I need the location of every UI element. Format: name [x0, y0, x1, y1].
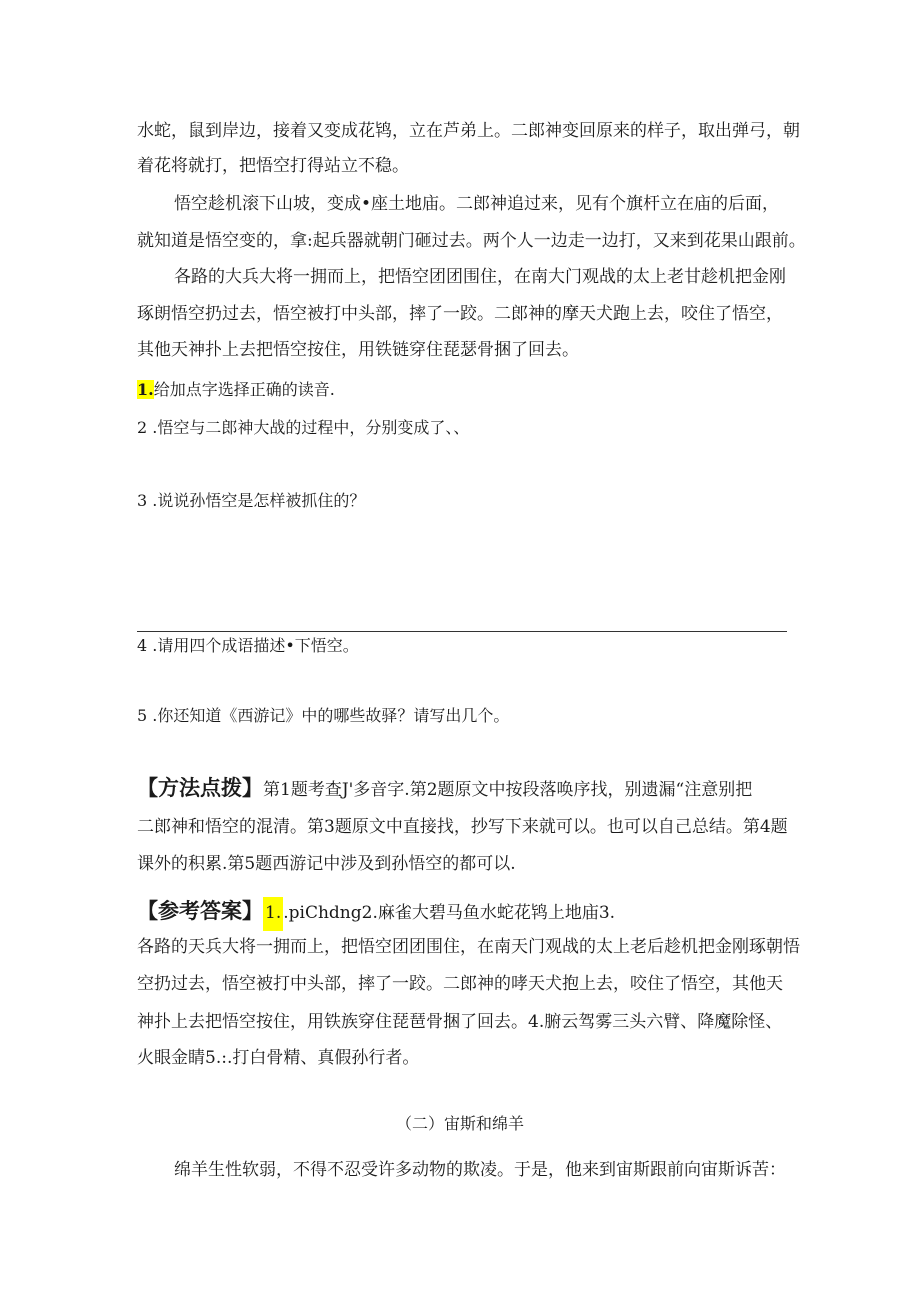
- answer-line: 各路的天兵大将一拥而上，把悟空团团围住，在南天门观战的太上老后趁机把金刚琢朝悟: [137, 937, 800, 957]
- method-tips-line: 课外的积累.第5题西游记中涉及到孙悟空的都可以.: [137, 854, 516, 874]
- passage-line: 着花将就打，把悟空打得站立不稳。: [137, 156, 409, 176]
- method-tips-line: [137, 776, 787, 802]
- passage-line: 琢朗悟空扔过去，悟空被打中头部，摔了一跤。二郎神的摩天犬跑上去，咬住了悟空，: [137, 304, 783, 324]
- answer-line: 空扔过去，悟空被打中头部，摔了一跤。二郎神的哮天犬抱上去，咬住了悟空，其他天: [137, 974, 783, 994]
- passage-line: 就知道是悟空变的，拿:起兵器就朝门砸过去。两个人一边走一边打，又来到花果山跟前。: [137, 231, 806, 251]
- question-3: 3 .说说孙悟空是怎样被抓住的？: [137, 491, 366, 510]
- answer-number-highlight: 1.: [263, 897, 283, 931]
- passage-line: 其他天神扑上去把悟空按住，用铁链穿住琵瑟骨捆了回去。: [137, 340, 579, 360]
- answer-line-divider: [137, 631, 787, 632]
- question-5: 5 .你还知道《西游记》中的哪些故驿？请写出几个。: [137, 706, 510, 725]
- answer-line: [137, 897, 787, 931]
- method-tips-line: 二郎神和悟空的混清。第3题原文中直接找，抄写下来就可以。也可以自己总结。第4题: [137, 817, 788, 837]
- question-text: 给加点字选择正确的读音.: [153, 380, 335, 399]
- section-paragraph: 绵羊生性软弱，不得不忍受许多动物的欺凌。于是，他来到宙斯跟前向宙斯诉苦：: [174, 1160, 786, 1180]
- answer-text: .piChdng2.麻雀大碧马鱼水蛇花鸨上地庙3.: [283, 903, 616, 923]
- question-4: 4 .请用四个成语描述•下悟空。: [137, 636, 359, 655]
- section-title: （二）宙斯和绵羊: [395, 1114, 524, 1133]
- question-1: [137, 378, 787, 402]
- method-tips-text: 第1题考查J'多音字.第2题原文中按段落唤序找，别遗漏“注意别把: [263, 780, 753, 800]
- passage-line: 悟空趁机滚下山坡，变成•座土地庙。二郎神追过来，见有个旗杆立在庙的后面，: [174, 194, 780, 214]
- answer-heading: 【参考答案】: [137, 898, 263, 923]
- answer-line: 神扑上去把悟空按住，用铁族穿住琵琶骨捆了回去。4.腑云驾雾三头六臂、降魔除怪、: [137, 1012, 783, 1032]
- passage-line: 各路的大兵大将一拥而上，把悟空团团围住，在南大门观战的太上老甘趁机把金刚: [174, 267, 786, 287]
- answer-line: 火眼金睛5.:.打白骨精、真假孙行者。: [137, 1048, 420, 1068]
- passage-line: 水蛇，鼠到岸边，接着又变成花鸨，立在芦弟上。二郎神变回原来的样子，取出弹弓，朝: [137, 121, 800, 141]
- question-2: 2 .悟空与二郎神大战的过程中，分别变成了、、: [137, 418, 470, 437]
- method-tips-heading: 【方法点拨】: [137, 775, 263, 800]
- question-number-highlight: 1.: [137, 380, 154, 399]
